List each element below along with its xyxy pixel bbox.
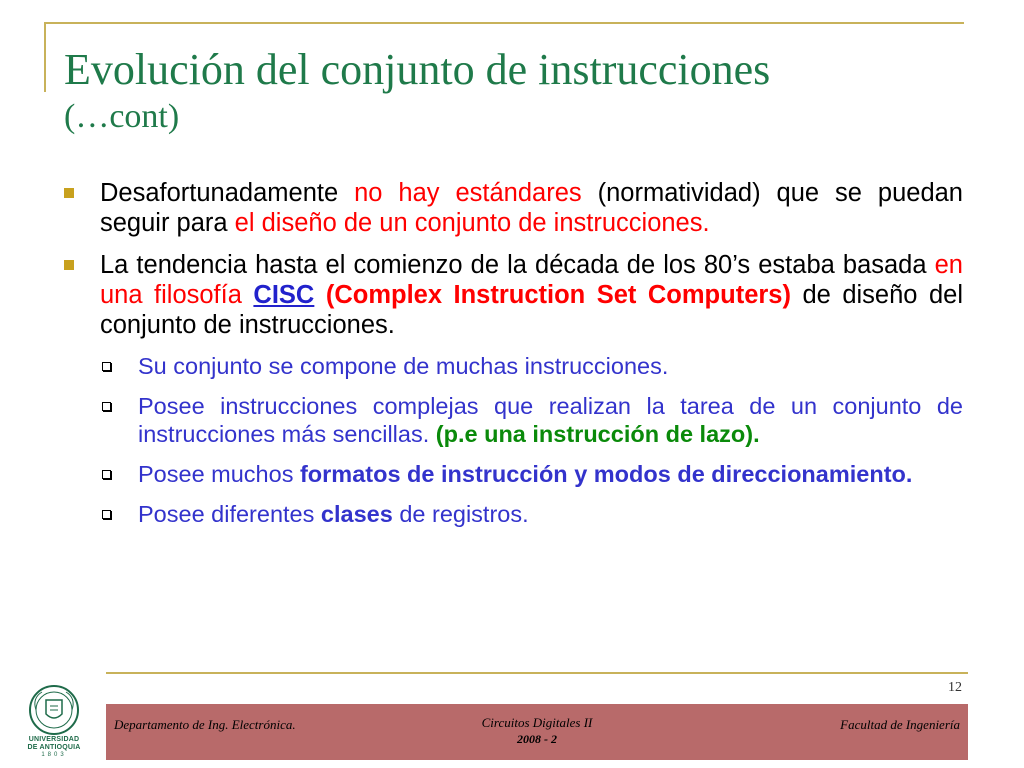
- footer-course-period: 2008 - 2: [517, 732, 557, 746]
- bullet-text: Desafortunadamente no hay estándares (normatividad) que se puedan seguir para el diseño de un conjunto de instrucciones.: [100, 179, 963, 237]
- logo-text-1: UNIVERSIDAD: [28, 736, 80, 743]
- checkbox-bullet-icon: [102, 402, 111, 411]
- footer-department: Departamento de Ing. Electrónica.: [114, 717, 296, 732]
- footer-divider-line: [106, 672, 968, 674]
- slide-content: [60, 178, 963, 540]
- slide-title: [64, 44, 964, 138]
- title-line-2: (…cont): [64, 98, 180, 135]
- sub-bullet-text: Posee muchos formatos de instrucción y modos de direccionamiento.: [138, 461, 913, 487]
- sub-bullet-item: [60, 500, 963, 528]
- bullet-item: [60, 250, 963, 340]
- frame-left-line: [44, 22, 46, 92]
- sub-bullet-item: Su conjunto se compone de muchas instrucciones.: [60, 352, 963, 380]
- checkbox-bullet-icon: [102, 362, 111, 371]
- university-logo: [10, 684, 98, 764]
- square-bullet-icon: [64, 260, 74, 270]
- university-seal-icon: [28, 684, 80, 736]
- cisc-link[interactable]: CISC: [253, 281, 315, 309]
- footer-bar: [106, 704, 968, 760]
- sub-bullet-text: Posee instrucciones complejas que realizan la tarea de un conjunto de instrucciones más sencillas. (p.e una instrucción de lazo).: [138, 393, 963, 447]
- bullet-item: [60, 178, 963, 238]
- title-line-1: Evolución del conjunto de instrucciones: [64, 45, 771, 94]
- footer-course: [106, 714, 968, 748]
- sub-bullet-text: Posee diferentes clases de registros.: [138, 501, 529, 527]
- checkbox-bullet-icon: [102, 510, 111, 519]
- logo-text-2: DE ANTIOQUIA: [27, 744, 81, 751]
- logo-year: 1803: [41, 752, 67, 758]
- bullet-text: La tendencia hasta el comienzo de la década de los 80’s estaba basada en una filosofía CISC (Complex Instruction Set Computers) de diseño del conjunto de instrucciones.: [100, 251, 963, 339]
- footer-course-title: Circuitos Digitales II: [481, 715, 593, 730]
- square-bullet-icon: [64, 188, 74, 198]
- sub-bullet-item: [60, 460, 963, 488]
- frame-top-line: [44, 22, 964, 24]
- checkbox-bullet-icon: [102, 470, 111, 479]
- footer-faculty: Facultad de Ingeniería: [840, 717, 960, 732]
- page-number: 12: [948, 680, 962, 695]
- sub-bullet-item: [60, 392, 963, 448]
